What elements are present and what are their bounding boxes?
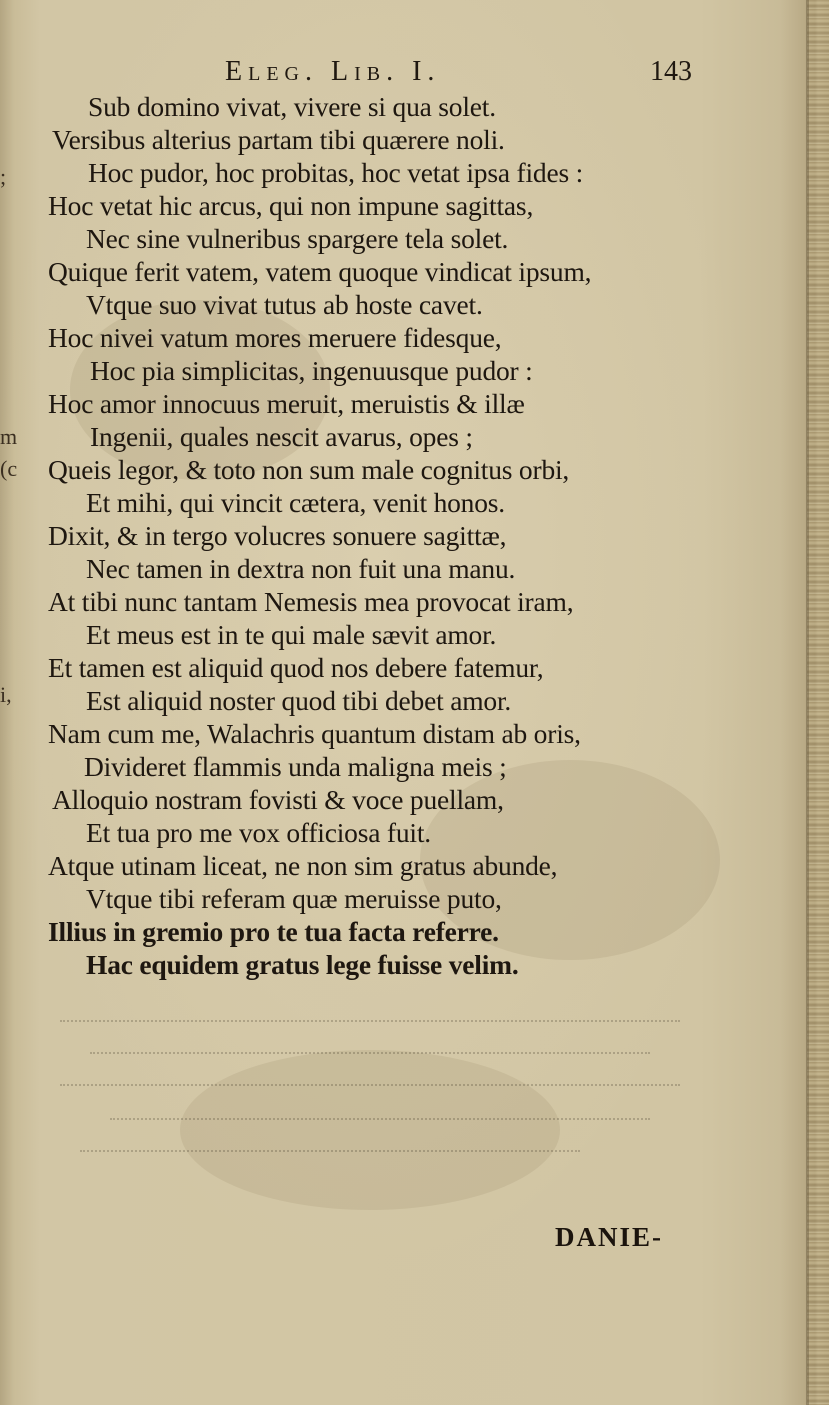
verse-line: Hoc nivei vatum mores meruere fidesque, [48,322,502,353]
verse-line: Quique ferit vatem, vatem quoque vindicat ipsum, [48,256,592,287]
verse-line: Hac equidem gratus lege fuisse velim. [86,949,519,980]
verse-line: Alloquio nostram fovisti & voce puellam, [52,784,504,815]
page-fold [806,0,809,1405]
verse-line: Illius in gremio pro te tua facta referre. [48,916,499,947]
page-number: 143 [650,56,692,87]
verse-line: Et meus est in te qui male sævit amor. [86,619,497,650]
verse-line: Vtque tibi referam quæ meruisse puto, [86,883,502,914]
verse-line: Hoc vetat hic arcus, qui non impune sagittas, [48,190,534,221]
verse-line: Versibus alterius partam tibi quærere noli. [52,124,505,155]
verse-line: Hoc amor innocuus meruit, meruistis & illæ [48,388,525,419]
verse-line: Et tamen est aliquid quod nos debere fatemur, [48,652,544,683]
verse-line: Vtque suo vivat tutus ab hoste cavet. [86,289,483,320]
verse-line: Est aliquid noster quod tibi debet amor. [86,685,512,716]
paper-stain [180,1050,560,1210]
margin-fragment: i, [0,682,12,707]
verse-line: Sub domino vivat, vivere si qua solet. [88,91,496,122]
margin-fragment: ; [0,164,7,189]
catchword: DANIE- [555,1222,664,1252]
verse-line: Et tua pro me vox officiosa fuit. [86,817,431,848]
verse-line: Nam cum me, Walachris quantum distam ab oris, [48,718,581,749]
verse-line: Et mihi, qui vincit cætera, venit honos. [86,487,505,518]
show-through [60,1020,680,1025]
verse-line: Hoc pia simplicitas, ingenuusque pudor : [90,355,533,386]
verse-line: At tibi nunc tantam Nemesis mea provocat iram, [48,586,574,617]
verse-line: Dixit, & in tergo volucres sonuere sagittæ, [48,520,507,551]
show-through [60,1084,680,1089]
page-edge [807,0,829,1405]
show-through [90,1052,650,1057]
verse-line: Divideret flammis unda maligna meis ; [84,751,507,782]
verse-line: Hoc pudor, hoc probitas, hoc vetat ipsa fides : [88,157,584,188]
verse-line: Atque utinam liceat, ne non sim gratus abunde, [48,850,558,881]
margin-fragment: (c [0,456,18,481]
show-through [80,1150,580,1155]
verse-line: Nec tamen in dextra non fuit una manu. [86,553,516,584]
page-header [0,54,829,94]
margin-fragment: m [0,424,18,449]
show-through [110,1118,650,1123]
verse-line: Nec sine vulneribus spargere tela solet. [86,223,509,254]
verse-line: Queis legor, & toto non sum male cognitus orbi, [48,454,570,485]
verse-line: Ingenii, quales nescit avarus, opes ; [90,421,473,452]
running-head: Eleg. Lib. I. [225,56,441,87]
